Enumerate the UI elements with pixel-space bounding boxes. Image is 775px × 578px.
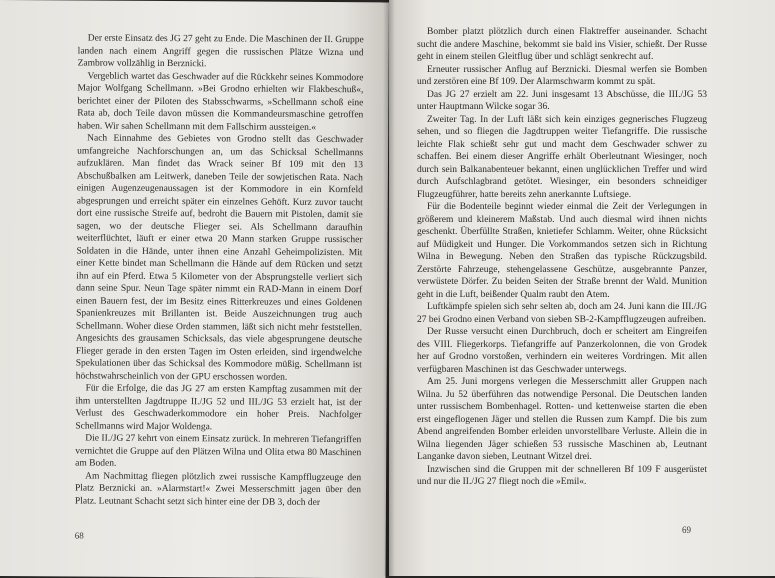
right-page <box>389 0 775 576</box>
paragraph: Das JG 27 erzielt am 22. Juni insgesamt 13 Abschüsse, die III./JG 53 unter Hauptmann Wilcke sogar 36. <box>417 89 707 112</box>
paragraph: Zweiter Tag. In der Luft läßt sich kein einziges gegnerisches Flugzeug sehen, und so fliegen die Jagdtruppen weiter Tiefangriffe. Die russische leichte Flak schießt sehr gut und macht dem Geschwader schwer zu schaffen. Bei einem dieser Angriffe erhält Oberleutnant Wiesinger, noch durch sein Balkanabenteuer bekannt, einen unglücklichen Treffer und wird durch Aufschlagbrand getötet. Wiesinger, ein besonders schneidiger Flugzeugführer, hatte bereits zehn anerkannte Luftsiege. <box>417 114 707 200</box>
paragraph: Der Russe versucht einen Durchbruch, doch er scheitert am Eingreifen des VIII. Fliegerkorps. Tiefangriffe auf Panzerkolonnen, die von Grodek her auf Grodno vorstoßen, verhindern ein weiteres Vordringen. Mit allen verfügbaren Maschinen ist das Geschwader unterwegs. <box>417 327 707 375</box>
left-page-text <box>75 32 364 509</box>
paragraph: Für die Erfolge, die das JG 27 am ersten Kampftag zusammen mit der ihm unterstellten Jagdtruppe II./JG 52 und III./JG 53 erzielt hat, ist der Verlust des Geschwaderkommodore ein hoher Preis. Nachfolger Schellmanns wird Major Woldenga. <box>75 383 362 432</box>
paragraph: Nach Einnahme des Gebietes von Grodno stellt das Geschwader umfangreiche Nachforschungen an, um das Schicksal Schellmanns aufzuklären. Man findet das Wrack seiner Bf 109 mit den 13 Abschußbalken am Leitwerk, daneben Teile der sowjetischen Rata. Nach einigen Augenzeugenaussagen ist der Kommodore in ein Kornfeld abgesprungen und erreicht später ein einzelnes Gehöft. Kurz zuvor taucht dort eine russische Streife auf, bedroht die Bauern mit Pistolen, damit sie sagen, wo der deutsche Flieger sei. Als Schellmann daraufhin weiterflüchtet, läuft er einer etwa 20 Mann starken Gruppe russischer Soldaten in die Hände, unter ihnen eine Anzahl Geheimpolizisten. Mit einer Kette bindet man Schellmann die Hände auf dem Rücken und setzt ihn auf ein Pferd. Etwa 5 Kilometer von der Absprungstelle verliert sich dann seine Spur. Neun Tage später nimmt ein RAD-Mann in einem Dorf einen Bauern fest, der im Besitz eines Ritterkreuzes und eines Goldenen Spanienkreuzes mit Brillanten ist. Beide Auszeichnungen trug auch Schellmann. Woher diese Orden stammen, läßt sich nicht mehr feststellen. Angesichts des grausamen Schicksals, das viele abgesprungene deutsche Flieger gerade in den ersten Tagen im Osten erleiden, sind irgendwelche Spekulationen über das Schicksal des Kommodore müßig. Schellmann ist höchstwahrscheinlich von der GPU erschossen worden. <box>75 133 364 383</box>
paragraph: Für die Bodenteile beginnt wieder einmal die Zeit der Verlegungen in größerem und kleinerem Maßstab. Und auch diesmal wird ihnen nichts geschenkt. Überfüllte Straßen, knietiefer Schlamm. Weiter, ohne Rücksicht auf Müdigkeit und Hunger. Die Vorkommandos setzen sich in Richtung Wilna in Bewegung. Neben den Straßen das typische Rückzugsbild. Zerstörte Fahrzeuge, stehengelassene Geschütze, ausgebrannte Panzer, verwüstete Dörfer. Zu beiden Seiten der Straße brennt der Wald. Munition geht in die Luft, beißender Qualm raubt den Atem. <box>417 202 707 300</box>
right-page-text <box>417 26 707 489</box>
paragraph: Am 25. Juni morgens verlegen die Messerschmitt aller Gruppen nach Wilna. Ju 52 überführen das notwendige Personal. Die Deutschen landen unter russischem Bombenhagel. Rotten- und kettenweise starten die eben erst eingeflogenen Jäger und stellen die Russen zum Kampf. Die bis zum Abend angreifenden Bomber erleiden unvorstellbare Verluste. Allein die in Wilna liegenden Jäger schießen 53 russische Maschinen ab, Leutnant Langanke davon sieben, Leutnant Witzel drei. <box>417 377 707 462</box>
paragraph: Am Nachmittag fliegen plötzlich zwei russische Kampfflugzeuge den Platz Berznicki an. »Alarmstart!« Zwei Messerschmitt jagen über den Platz. Leutnant Schacht setzt sich hinter eine der DB 3, doch der <box>74 471 362 508</box>
book-gutter <box>383 0 395 576</box>
paragraph: Vergeblich wartet das Geschwader auf die Rückkehr seines Kommodore Major Wolfgang Schellmann. »Bei Grodno erhielten wir Flakbeschuß«, berichtet einer der Piloten des Stabsschwarms, »Schellmann schoß eine Rata ab, doch Teile davon müssen die Kommandeursmaschine getroffen haben. Wir sahen Schellmann mit dem Fallschirm aussteigen.« <box>77 71 364 133</box>
paragraph: Luftkämpfe spielen sich sehr selten ab, doch am 24. Juni kann die III./JG 27 bei Grodno einen Verband von sieben SB-2-Kampfflugzeugen aufreiben. <box>417 302 707 325</box>
paragraph: Der erste Einsatz des JG 27 geht zu Ende. Die Maschinen der II. Gruppe landen nach einem Angriff gegen die russischen Plätze Wizna und Zambrow vollzählig in Berznicki. <box>77 33 364 70</box>
page-number-right: 69 <box>682 525 691 535</box>
paragraph: Die II./JG 27 kehrt von einem Einsatz zurück. In mehreren Tiefangriffen vernichtet die Gruppe auf den Plätzen Wilna und Olita etwa 80 Maschinen am Boden. <box>75 433 362 469</box>
page-number-left: 68 <box>74 530 84 541</box>
paragraph: Erneuter russischer Anflug auf Berznicki. Diesmal werfen sie Bomben und zerstören eine Bf 109. Der Alarmschwarm kommt zu spät. <box>417 64 707 87</box>
paragraph: Inzwischen sind die Gruppen mit der schnelleren Bf 109 F ausgerüstet und nur die II./JG 27 fliegt noch die »Emil«. <box>417 464 707 487</box>
paragraph: Bomber platzt plötzlich durch einen Flaktreffer auseinander. Schacht sucht die andere Maschine, bekommt sie bald ins Visier, schießt. Der Russe geht in einem steilen Gleitflug über und schlägt senkrecht auf. <box>417 27 707 62</box>
